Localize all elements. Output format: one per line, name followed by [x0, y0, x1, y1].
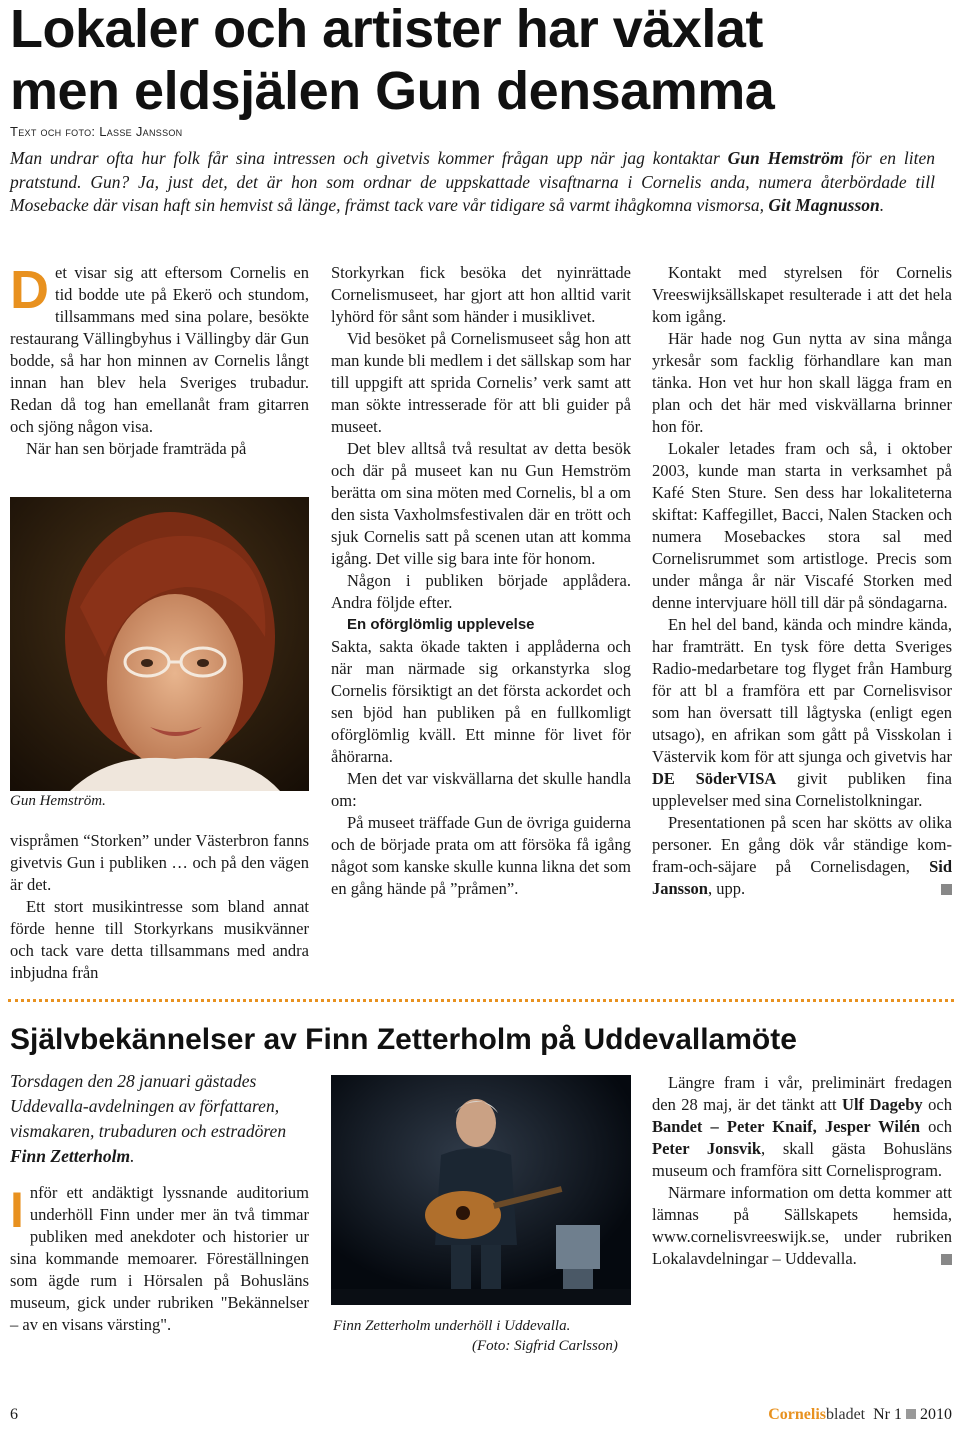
paragraph	[652, 1182, 952, 1270]
ingress-text: Torsdagen den 28 januari gästades Uddevalla-avdelningen av författaren, vismakaren, trubaduren och estradören	[10, 1071, 287, 1141]
paragraph	[652, 614, 952, 812]
paragraph	[652, 1072, 952, 1182]
headline-line-2: men eldsjälen Gun densamma	[10, 61, 775, 121]
photo-caption: Finn Zetterholm underhöll i Uddevalla.	[333, 1318, 571, 1334]
portrait-illustration	[10, 497, 309, 791]
brand-name-part-1: Cornelis	[768, 1406, 827, 1423]
article-headline	[10, 0, 950, 122]
paragraph-text: Längre fram i vår, preliminärt fredagen den 28 maj, är det tänkt att	[652, 1073, 952, 1114]
paragraph-text: nför ett andäktigt lyssnande auditorium underhöll Finn under mer än två timmar publiken med anekdoter och historier ur sina kommande memoarer. Föreställningen som ägde rum i Hörsalen på Bohusläns museum, gick under rubriken "Bekännelser – av en visans värsting".	[10, 1183, 309, 1334]
paragraph: Men det var viskvällarna det skulle handla om:	[331, 769, 631, 810]
bold-name: Bandet – Peter Knaif, Jesper Wilén	[652, 1117, 921, 1136]
drop-cap: I	[10, 1182, 24, 1238]
ingress-text-2: för en liten pratstund. Gun? Ja, just det, det är hon som ordnar de uppskattade visaftnarna i Cornelis anda, numera återbördade till Mosebacke där visan haft sin hemvist så länge, främst tack vare vår tidigare så varmt ihågkomna vismorsa,	[10, 148, 935, 215]
paragraph-text: , skall gästa Bohusläns museum och framföra sitt Cornelisprogram.	[652, 1139, 952, 1180]
section-subheading: En oförglömlig upplevelse	[347, 616, 535, 633]
photo-credit: (Foto: Sigfrid Carlsson)	[472, 1338, 618, 1354]
paragraph: Ett stort musikintresse som bland annat förde henne till Storkyrkans musikvänner och tack vare detta tillsammans med andra inbjudna från	[10, 897, 309, 982]
bold-name: Sid Jansson	[652, 857, 952, 898]
paragraph: Det blev alltså två resultat av detta besök och där på museet kan nu Gun Hemström berätta om sina möten med Cornelis, bl a om den sista Vaxholmsfestivalen där en trött och sjuk Cornelis satt på scenen utan att komma igång. Det ville sig bara inte för honom.	[331, 439, 631, 568]
article1-column-2	[331, 262, 631, 900]
paragraph: Här hade nog Gun nytta av sina många yrkesår som facklig förhandlare kan man tänka. Hon vet hur hon skall lägga fram en plan och det här med viskvällarna brinner hon för.	[652, 329, 952, 436]
paragraph: vispråmen “Storken” under Västerbron fanns givetvis Gun i publiken … och på den vägen är det.	[10, 831, 309, 894]
paragraph-text: Närmare information om detta kommer att lämnas på Sällskapets hemsida, www.cornelisvreeswijk.se, under rubriken Lokalavdelningar – Uddevalla.	[652, 1183, 952, 1268]
article1-column-3	[652, 262, 952, 900]
issue-number: Nr 1	[873, 1406, 902, 1423]
ingress-name-git: Git Magnusson	[768, 195, 880, 215]
article2-column-3	[652, 1072, 952, 1270]
article2-column-1	[10, 1182, 309, 1336]
paragraph	[10, 1182, 309, 1336]
ingress-name-gun: Gun Hemström	[727, 148, 844, 168]
paragraph-text: En hel del band, kända och mindre kända, har framträtt. En tysk före detta Sveriges Radio-medarbetare tog flyget från Hamburg för att bl a framföra ett par Cornelisvisor som han översatt till lågtyska (enligt egen utsago), en afrikan som gått på Visskolan i Västervik kom för att sjunga och givetvis har	[652, 615, 952, 766]
separator-square-icon	[906, 1409, 916, 1419]
ingress-text-1: Man undrar ofta hur folk får sina intressen och givetvis kommer frågan upp när jag kontaktar	[10, 148, 728, 168]
paragraph	[652, 812, 952, 900]
photo-finn-zetterholm	[331, 1075, 631, 1305]
paragraph	[10, 262, 309, 438]
photo-caption: Gun Hemström.	[10, 793, 106, 809]
paragraph-text: och	[922, 1095, 952, 1114]
article2-ingress	[10, 1069, 305, 1169]
paragraph: Kontakt med styrelsen för Cornelis Vreeswijksällskapet resulterade i att det hela kom igång.	[652, 263, 952, 326]
bold-name: DE SöderVISA	[652, 769, 777, 788]
paragraph-text: och	[920, 1117, 953, 1136]
paragraph-text: , upp.	[707, 879, 746, 898]
paragraph-text: et visar sig att eftersom Cornelis en tid bodde ute på Ekerö och stundom, tillsammans med sina polare, besökte restaurang Vällingbyhus i Vällingby där Gun bodde, så har hon minnen av Cornelis långt innan han blev hela Sveriges trubadur. Redan då tog han emellanåt fram gitarren och sjöng någon visa.	[10, 263, 309, 436]
bold-name: Peter Jonsvik	[652, 1139, 762, 1158]
stage-illustration	[331, 1075, 631, 1305]
photo-gun-hemstrom	[10, 497, 309, 791]
paragraph: Storkyrkan fick besöka det nyinrättade Cornelismuseet, har gjort att hon alltid varit lyhörd för sånt som händer i musiklivet.	[331, 263, 631, 326]
drop-cap: D	[10, 260, 49, 320]
paragraph: På museet träffade Gun de övriga guiderna och de började prata om att försöka få igång något som kanske skulle kunna likna det som en gång hände på ”pråmen”.	[331, 813, 631, 898]
page-number: 6	[10, 1406, 18, 1423]
article-divider	[8, 999, 954, 1002]
ingress-name: Finn Zetterholm	[10, 1146, 131, 1166]
article1-column-1-bottom	[10, 830, 309, 984]
article-ingress	[10, 147, 935, 218]
ingress-text-3: .	[879, 195, 885, 215]
byline: Text och foto: Lasse Jansson	[10, 124, 183, 139]
brand-name-part-2: bladet	[826, 1406, 866, 1423]
paragraph: Lokaler letades fram och så, i oktober 2003, kunde man starta in verksamhet på Kafé Sten Sture. Sen dess har lokaliteterna skiftat: Kaffegillet, Bacci, Nalen Stacken och numera Mosebackes stora sal med Cornelisrummet som artistloge. Precis som under många år när Viscafé Storken med denne intervjuare höll till där på söndagarna.	[652, 439, 952, 612]
paragraph-text: givit publiken fina upplevelser med sina Cornelistolkningar.	[652, 769, 952, 810]
headline-line-1: Lokaler och artister har växlat	[10, 0, 763, 59]
ingress-text: .	[130, 1146, 135, 1166]
end-mark-icon	[941, 884, 952, 895]
footer-masthead	[768, 1406, 952, 1424]
paragraph-text: Presentationen på scen har skötts av olika personer. En gång dök vår ständige kom-fram-och-säjare på Cornelisdagen,	[652, 813, 952, 876]
bold-name: Ulf Dageby	[842, 1095, 923, 1114]
article2-headline: Självbekännelser av Finn Zetterholm på Uddevallamöte	[10, 1023, 797, 1056]
article1-column-1-top	[10, 262, 309, 460]
paragraph: Sakta, sakta ökade takten i applåderna och när man närmade sig orkanstyrka slog Cornelis försiktigt an det första ackordet och sen bjöd han publiken på en fullkomligt oförglömlig kväll. Ett minne för livet för åhörarna.	[331, 637, 631, 766]
paragraph: Vid besöket på Cornelismuseet såg hon att man kunde bli medlem i det sällskap som har till uppgift att sprida Cornelis’ verk samt att man sökte intresserade för att bli guider på museet.	[331, 329, 631, 436]
issue-year: 2010	[920, 1406, 952, 1423]
paragraph: Någon i publiken började applådera. Andra följde efter.	[331, 571, 631, 612]
paragraph: När han sen började framträda på	[26, 439, 247, 458]
end-mark-icon	[941, 1254, 952, 1265]
